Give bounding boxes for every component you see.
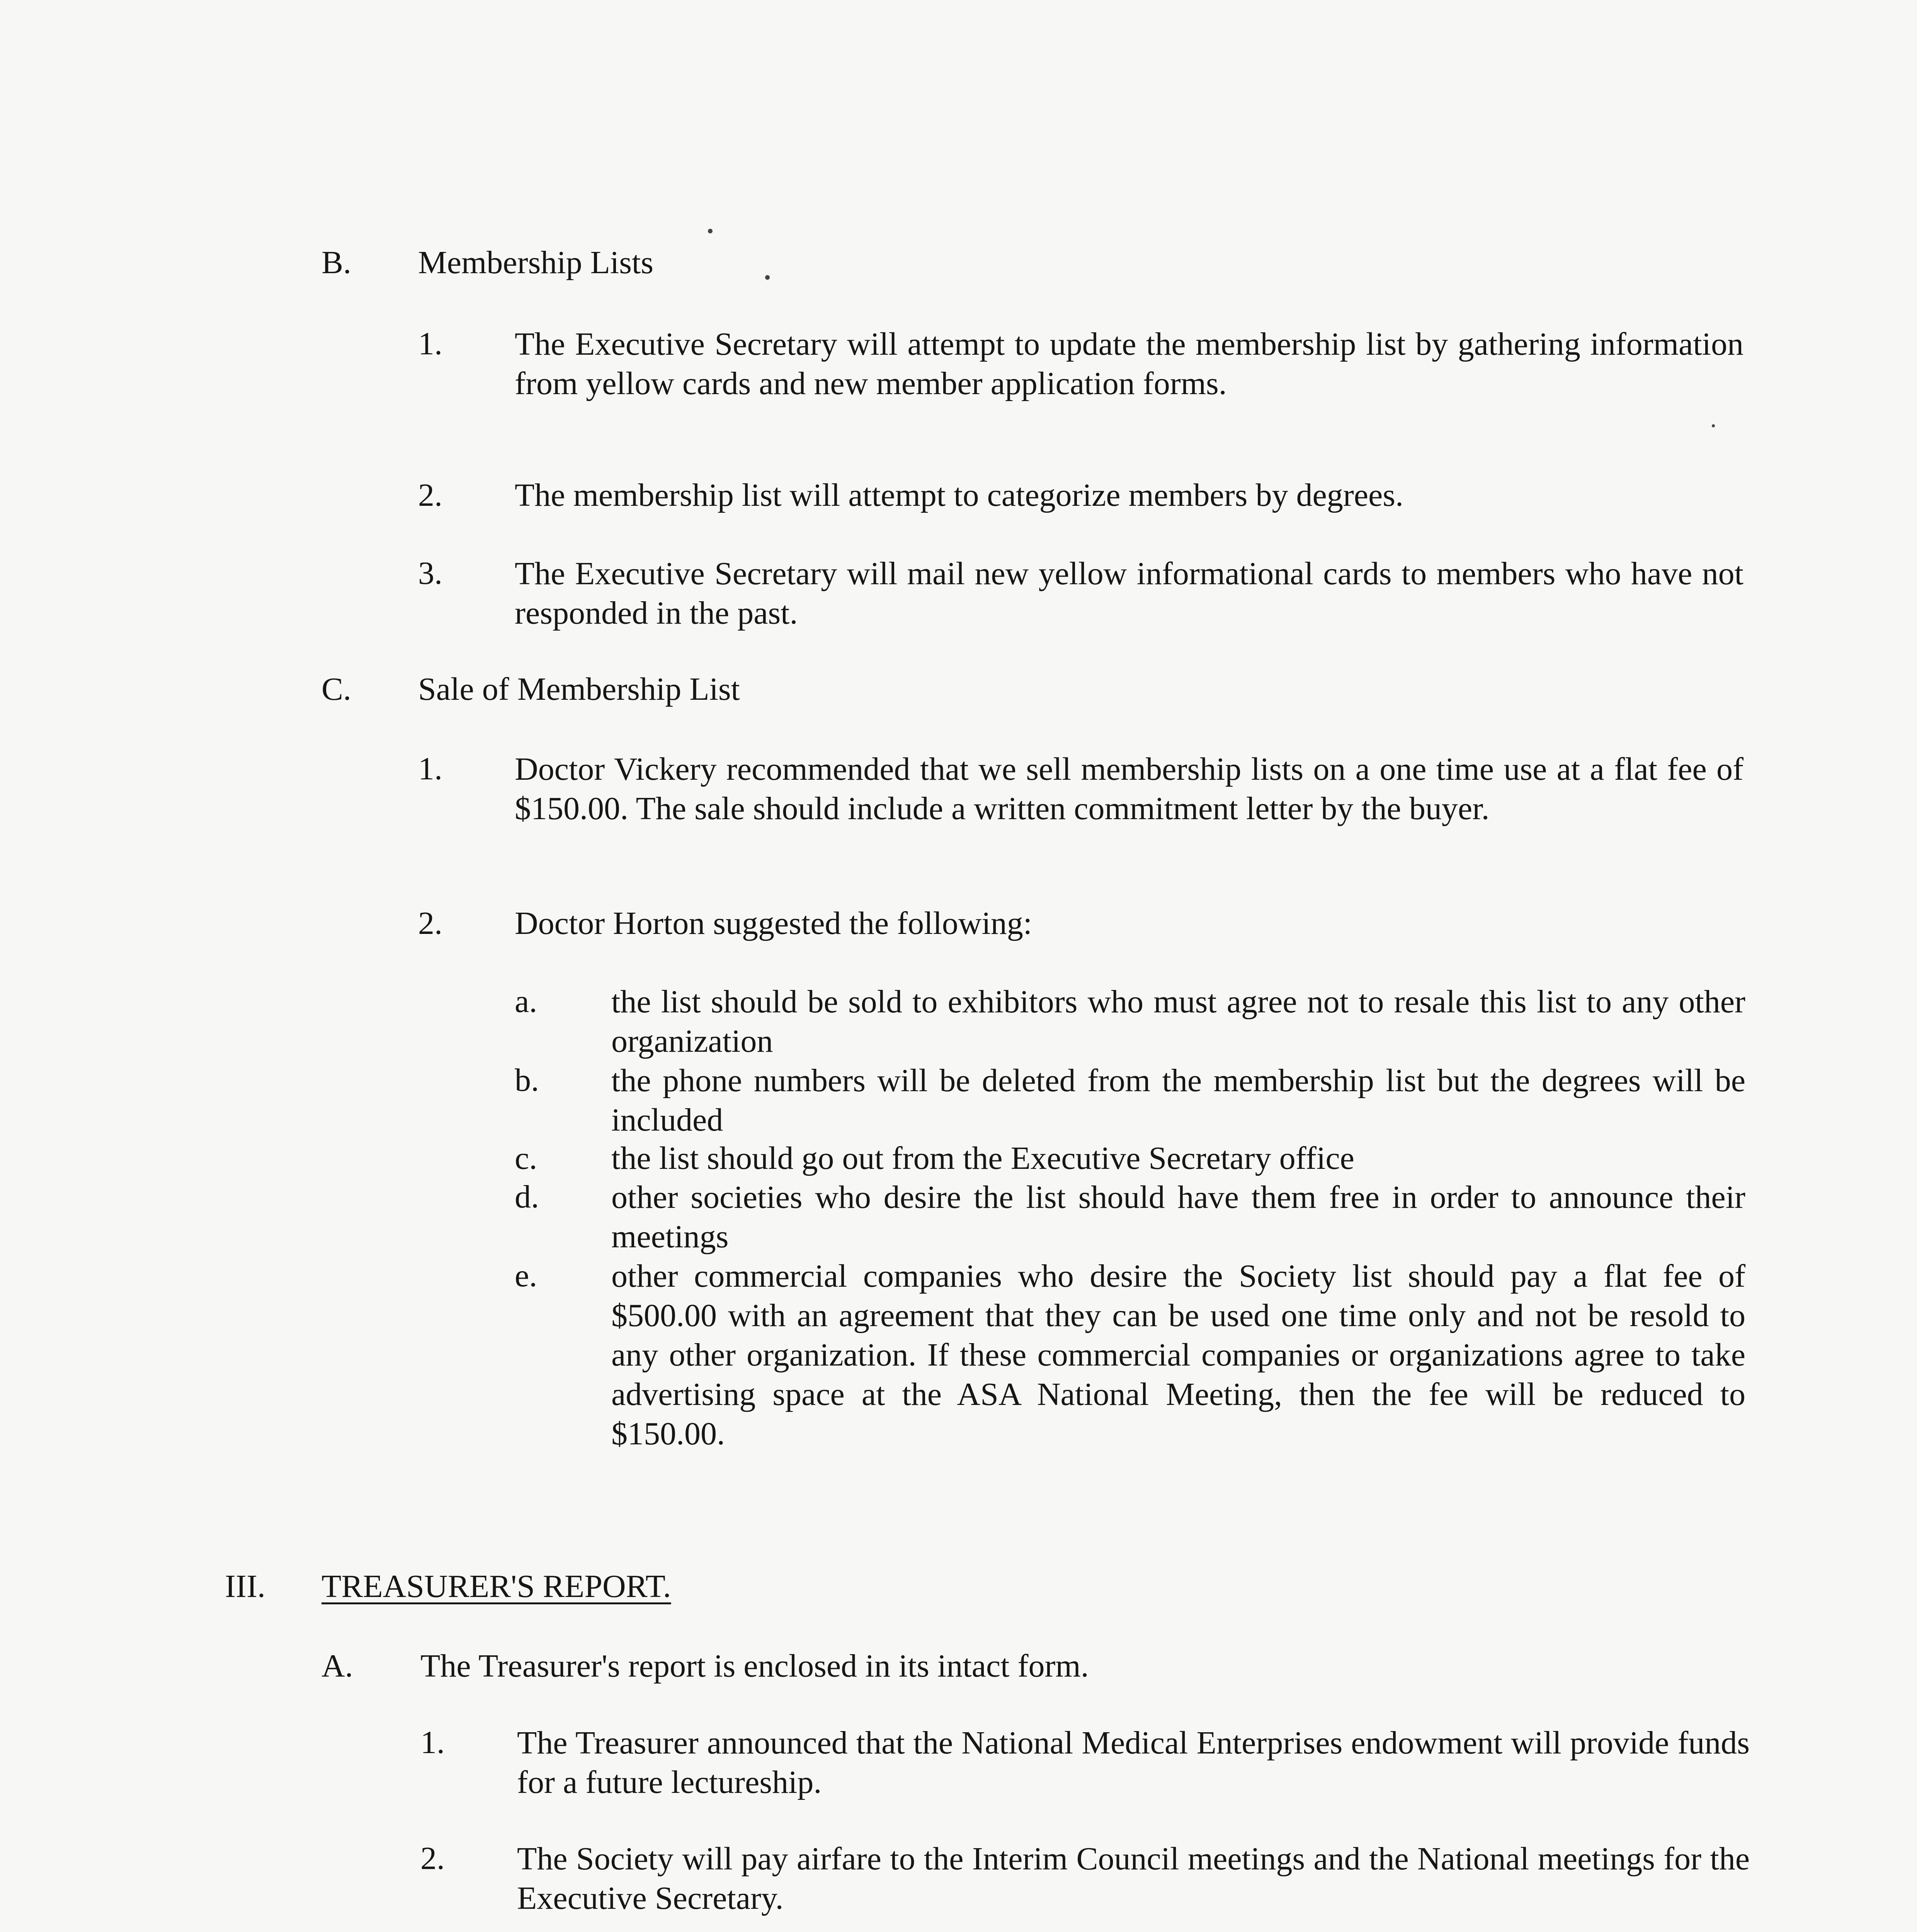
section-c-subitem-e-text: other commercial companies who desire the Society list should pay a flat fee of $500.00 with an agreement that they can be used one time only and not be resold to any other organization. If these commercial companies or organizations agree to take advertising space at the ASA National Meeting, then the fee will be reduced to $150.00. — [611, 1258, 1745, 1452]
section-b-item-2-text: The membership list will attempt to categorize members by degrees. — [515, 477, 1403, 513]
section-iii-a-text: The Treasurer's report is enclosed in its intact form. — [420, 1648, 1089, 1684]
section-c-item-1-number: 1. — [418, 751, 442, 787]
section-c-subitem-d-text: other societies who desire the list should have them free in order to announce their meetings — [611, 1179, 1745, 1255]
section-b-heading: Membership Lists — [418, 245, 653, 281]
section-iii-item-2-text: The Society will pay airfare to the Interim Council meetings and the National meetings for the Executive Secretary. — [517, 1841, 1750, 1916]
section-b-item-1-text: The Executive Secretary will attempt to update the membership list by gathering information from yellow cards and new member application forms. — [515, 326, 1744, 401]
section-iii-item-2-number: 2. — [420, 1840, 445, 1876]
section-c-subitem-b-text: the phone numbers will be deleted from the membership list but the degrees will be included — [611, 1063, 1745, 1138]
section-c-item-2-text: Doctor Horton suggested the following: — [515, 905, 1032, 941]
section-c-subitem-e-letter: e. — [515, 1258, 538, 1294]
section-b-item-3-number: 3. — [418, 555, 442, 591]
section-c-subitem-c-letter: c. — [515, 1140, 538, 1176]
section-iii-item-1-text: The Treasurer announced that the National Medical Enterprises endowment will provide funds for a future lectureship. — [517, 1725, 1750, 1800]
section-iii-item-1-number: 1. — [420, 1725, 445, 1760]
section-b-marker: B. — [321, 245, 352, 281]
section-b-item-2-number: 2. — [418, 477, 442, 513]
section-c-subitem-d-letter: d. — [515, 1179, 539, 1215]
section-c-heading: Sale of Membership List — [418, 671, 740, 707]
section-c-item-1-text: Doctor Vickery recommended that we sell membership lists on a one time use at a flat fee of $150.00. The sale should include a written commitment letter by the buyer. — [515, 751, 1744, 827]
section-b-item-3-text: The Executive Secretary will mail new yellow informational cards to members who have not responded in the past. — [515, 556, 1744, 631]
scan-speck — [765, 275, 770, 280]
scan-speck — [1712, 424, 1715, 427]
section-c-subitem-a-letter: a. — [515, 983, 538, 1019]
section-c-marker: C. — [321, 671, 352, 707]
section-b-item-1-number: 1. — [418, 326, 442, 362]
section-c-item-2-number: 2. — [418, 905, 442, 941]
section-c-subitem-c-text: the list should go out from the Executive Secretary office — [611, 1140, 1354, 1176]
section-c-subitem-a-text: the list should be sold to exhibitors who must agree not to resale this list to any other organization — [611, 984, 1745, 1059]
section-iii-a-marker: A. — [321, 1648, 353, 1684]
scan-speck — [708, 229, 713, 233]
section-iii-marker: III. — [225, 1568, 265, 1604]
section-iii-heading: TREASURER'S REPORT. — [321, 1568, 671, 1604]
section-c-subitem-b-letter: b. — [515, 1062, 539, 1098]
